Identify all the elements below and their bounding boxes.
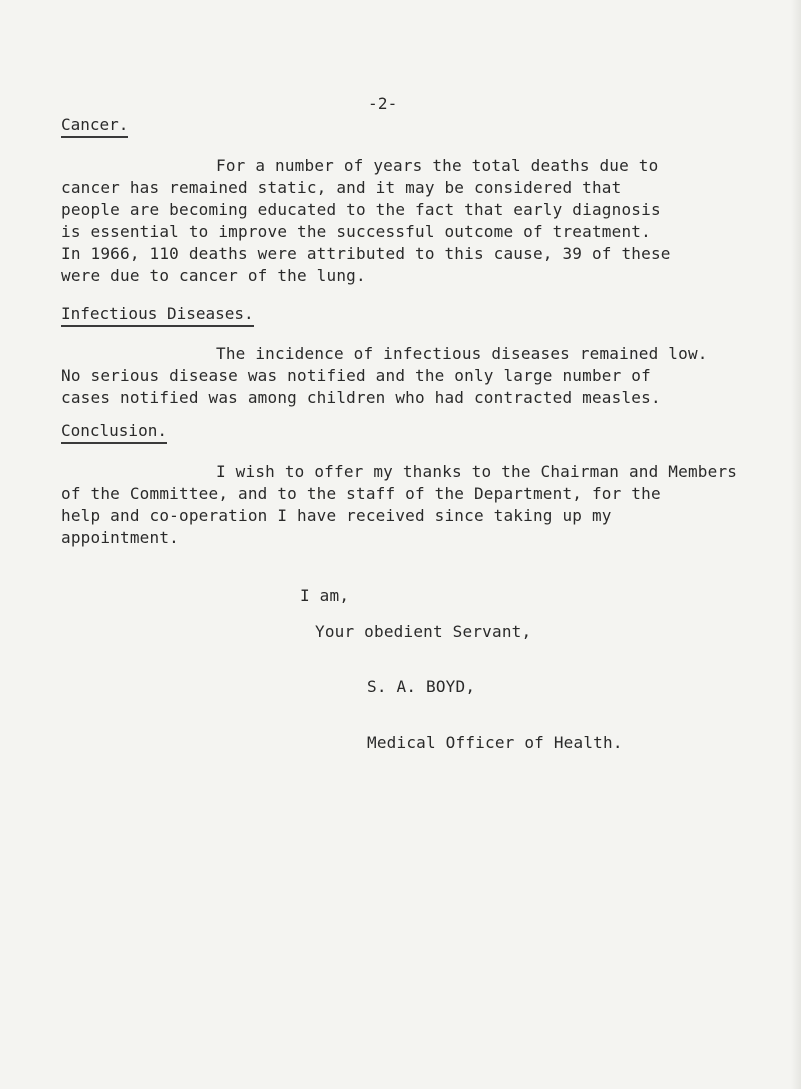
conclusion-line-1: I wish to offer my thanks to the Chairman and Members	[216, 462, 738, 481]
cancer-line-2: cancer has remained static, and it may be considered that	[61, 178, 622, 197]
page-number: -2-	[368, 94, 398, 113]
cancer-line-4: is essential to improve the successful outcome of treatment.	[61, 222, 651, 241]
conclusion-line-2: of the Committee, and to the staff of the Department, for the	[61, 484, 661, 503]
cancer-line-6: were due to cancer of the lung.	[61, 266, 366, 285]
conclusion-line-4: appointment.	[61, 528, 179, 547]
section-heading-infectious-diseases: Infectious Diseases.	[61, 303, 254, 327]
infectious-line-1: The incidence of infectious diseases remained low.	[216, 344, 708, 363]
signatory-name: S. A. BOYD,	[367, 677, 476, 696]
closing-valediction: Your obedient Servant,	[315, 622, 532, 641]
closing-salutation: I am,	[300, 586, 350, 605]
cancer-line-1: For a number of years the total deaths due to	[216, 156, 659, 175]
infectious-line-3: cases notified was among children who had contracted measles.	[61, 388, 661, 407]
cancer-line-3: people are becoming educated to the fact that early diagnosis	[61, 200, 661, 219]
cancer-line-5: In 1966, 110 deaths were attributed to this cause, 39 of these	[61, 244, 671, 263]
conclusion-line-3: help and co-operation I have received since taking up my	[61, 506, 612, 525]
page-edge-shadow	[791, 0, 801, 1089]
section-heading-cancer: Cancer.	[61, 114, 128, 138]
infectious-line-2: No serious disease was notified and the only large number of	[61, 366, 651, 385]
section-heading-conclusion: Conclusion.	[61, 420, 167, 444]
signatory-title: Medical Officer of Health.	[367, 733, 623, 752]
